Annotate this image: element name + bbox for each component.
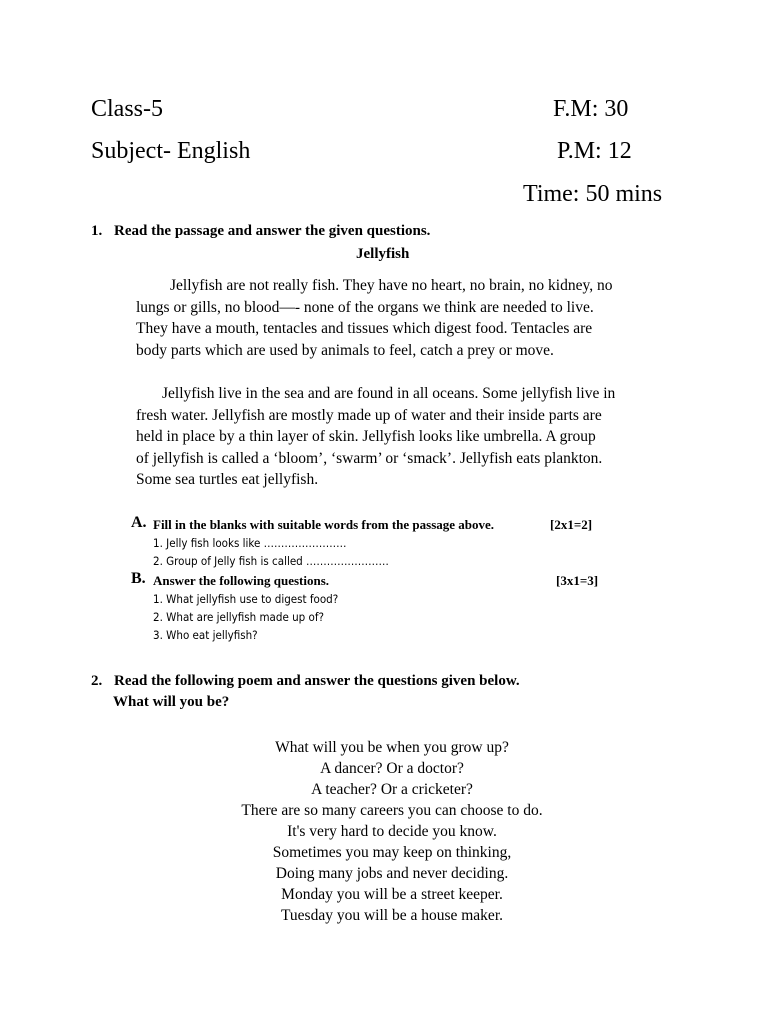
poem-line: A dancer? Or a doctor?: [320, 760, 464, 777]
poem-line: Doing many jobs and never deciding.: [275, 865, 509, 882]
part-b-item-2: 2. What are jellyfish made up of?: [153, 610, 324, 624]
q2-instruction: Read the following poem and answer the questions given below.: [114, 673, 520, 689]
q1-number: 1.: [91, 223, 103, 239]
poem-line: A teacher? Or a cricketer?: [311, 781, 473, 798]
class-label: Class-5: [91, 96, 163, 122]
passage-line: They have a mouth, tentacles and tissues which digest food. Tentacles are: [136, 320, 593, 338]
poem: [192, 737, 592, 926]
poem-line: Tuesday you will be a house maker.: [281, 907, 503, 924]
part-a-label: A.: [131, 514, 147, 531]
passage-line: Jellyfish live in the sea and are found in all oceans. Some jellyfish live in: [162, 385, 616, 402]
part-a-item-1: 1. Jelly fish looks like ……………………: [153, 536, 347, 550]
passage-line: Jellyfish are not really fish. They have no heart, no brain, no kidney, no: [170, 277, 613, 294]
passage-line: lungs or gills, no blood—- none of the organs we think are needed to live.: [136, 298, 594, 316]
passage-line: Some sea turtles eat jellyfish.: [136, 471, 319, 489]
poem-line: What will you be when you grow up?: [275, 739, 509, 756]
poem-line: It's very hard to decide you know.: [287, 823, 497, 840]
poem-line: Sometimes you may keep on thinking,: [272, 844, 512, 861]
poem-line: Monday you will be a street keeper.: [281, 886, 503, 903]
part-a-marks: [2x1=2]: [550, 517, 593, 532]
full-marks: F.M: 30: [553, 96, 629, 122]
pass-marks: P.M: 12: [557, 138, 632, 164]
part-b-item-1: 1. What jellyfish use to digest food?: [153, 592, 339, 606]
part-b-item-3: 3. Who eat jellyfish?: [153, 628, 258, 642]
passage-paragraph-1: [136, 275, 676, 361]
part-b-label: B.: [131, 570, 146, 587]
passage-line: of jellyfish is called a ‘bloom’, ‘swarm’ or ‘smack’. Jellyfish eats plankton.: [136, 449, 603, 467]
poem-title: What will you be?: [113, 694, 230, 710]
part-a-instruction: Fill in the blanks with suitable words from the passage above.: [153, 517, 495, 532]
part-b-marks: [3x1=3]: [556, 573, 599, 588]
passage-paragraph-2: [136, 383, 676, 491]
passage-title: Jellyfish: [356, 246, 410, 262]
passage-line: body parts which are used by animals to feel, catch a prey or move.: [136, 341, 554, 359]
passage-line: fresh water. Jellyfish are mostly made up of water and their inside parts are: [136, 406, 602, 424]
passage-line: held in place by a thin layer of skin. Jellyfish looks like umbrella. A group: [136, 428, 596, 446]
part-b-instruction: Answer the following questions.: [153, 573, 330, 588]
subject-label: Subject- English: [91, 138, 251, 164]
q2-number: 2.: [91, 673, 103, 689]
poem-line: There are so many careers you can choose to do.: [241, 802, 543, 819]
part-a-item-2: 2. Group of Jelly fish is called ……………………: [153, 554, 389, 568]
exam-time: Time: 50 mins: [523, 181, 663, 207]
q1-instruction: Read the passage and answer the given questions.: [114, 223, 431, 239]
